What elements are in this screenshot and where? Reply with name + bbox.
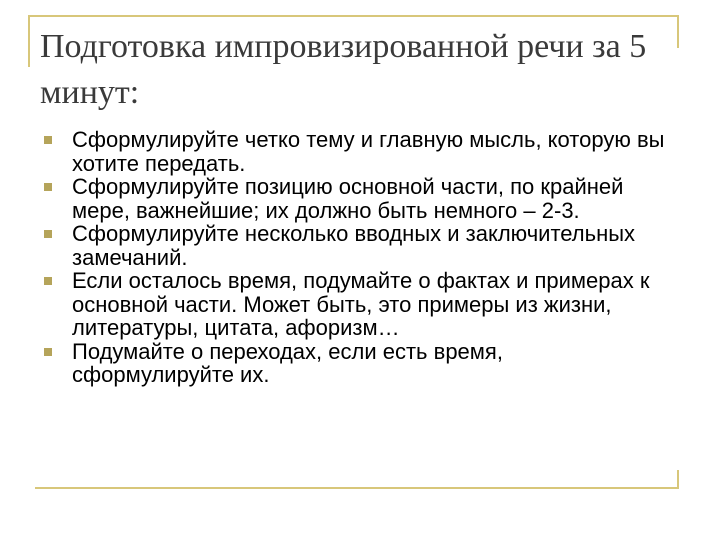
square-bullet-icon bbox=[44, 348, 52, 356]
square-bullet-icon bbox=[44, 230, 52, 238]
bullet-text: Подумайте о переходах, если есть время, сформулируйте их. bbox=[72, 338, 503, 387]
bullet-text: Сформулируйте позицию основной части, по крайней мере, важнейшие; их должно быть немного – 2-3. bbox=[72, 174, 624, 223]
bullet-item bbox=[40, 340, 665, 387]
slide-title: Подготовка импровизированной речи за 5 минут: bbox=[40, 28, 647, 111]
square-bullet-icon bbox=[44, 136, 52, 144]
frame-bottom-line bbox=[35, 487, 679, 489]
bullet-item bbox=[40, 222, 665, 269]
bullet-item bbox=[40, 269, 665, 340]
bullet-text: Если осталось время, подумайте о фактах и примерах к основной части. Может быть, это примеры из жизни, литературы, цитата, афоризм… bbox=[72, 268, 650, 340]
bullet-item bbox=[40, 128, 665, 175]
bullet-list bbox=[40, 128, 665, 387]
square-bullet-icon bbox=[44, 277, 52, 285]
square-bullet-icon bbox=[44, 183, 52, 191]
frame-left-line bbox=[28, 15, 30, 67]
bullet-text: Сформулируйте несколько вводных и заключительных замечаний. bbox=[72, 221, 636, 270]
bullet-item bbox=[40, 175, 665, 222]
frame-top-line bbox=[28, 15, 679, 17]
frame-bottom-right-line bbox=[677, 470, 679, 489]
bullet-text: Сформулируйте четко тему и главную мысль, которую вы хотите передать. bbox=[72, 127, 665, 176]
